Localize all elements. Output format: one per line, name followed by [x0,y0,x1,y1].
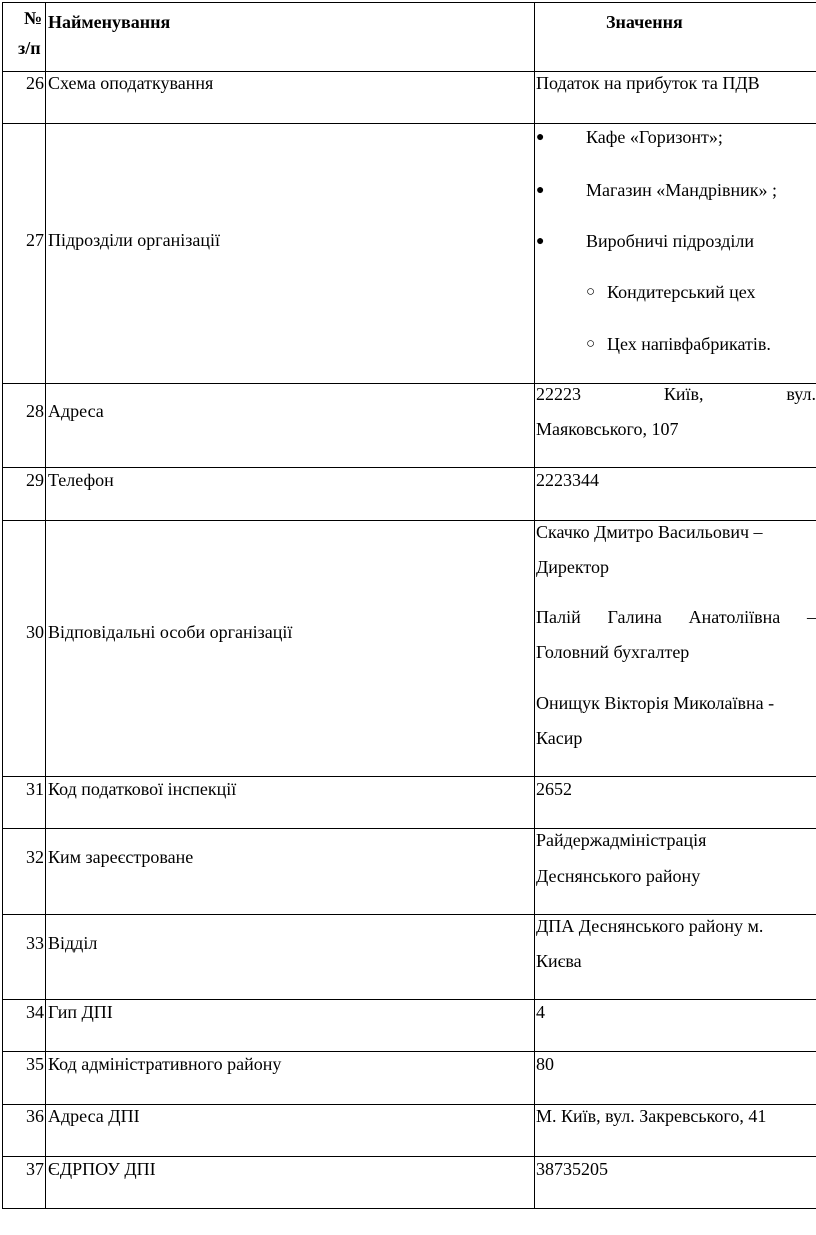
person-role: Головний бухгалтер [536,642,690,662]
person-role: Касир [536,728,583,748]
column-divider [45,2,46,1208]
row-name: Адреса [48,401,104,421]
row-value: 2223344 [536,470,599,490]
row-value-line2: Маяковського, 107 [536,419,679,439]
person-word: Анатоліївна [688,607,781,627]
address-word: Київ, [663,384,704,404]
column-divider [534,2,535,1208]
circle-bullet-icon: ○ [586,284,596,300]
row-number: 37 [26,1159,44,1179]
list-subitem: Кондитерський цех [607,282,756,302]
row-divider [2,776,816,777]
address-word: вул. [786,384,816,404]
row-divider [2,520,816,521]
list-item: Кафе «Горизонт»; [586,127,723,147]
row-name: Відповідальні особи організації [48,622,293,642]
row-divider [2,1051,816,1052]
row-name: Підрозділи організації [48,230,220,250]
row-name: Схема оподаткування [48,73,214,93]
row-divider [2,999,816,1000]
row-number: 26 [26,73,44,93]
bullet-icon: ● [536,234,545,249]
row-divider [2,1104,816,1105]
circle-bullet-icon: ○ [586,336,596,352]
row-number: 36 [26,1106,44,1126]
row-number: 30 [26,622,44,642]
header-num-abbr: з/п [18,38,41,58]
header-name: Найменування [48,12,171,32]
row-divider [2,1208,816,1209]
row-number: 31 [26,779,44,799]
person-role: Директор [536,557,610,577]
bullet-icon: ● [536,130,545,145]
row-number: 34 [26,1002,44,1022]
row-number: 33 [26,933,44,953]
row-divider [2,2,816,3]
list-item: Виробничі підрозділи [586,231,754,251]
row-divider [2,123,816,124]
row-divider [2,71,816,72]
person-word: Галина [607,607,662,627]
row-name: Відділ [48,933,98,953]
bullet-icon: ● [536,183,545,198]
row-value: М. Київ, вул. Закревського, 41 [536,1106,767,1126]
person-word: Палій [536,607,581,627]
row-divider [2,914,816,915]
row-value: 38735205 [536,1159,608,1179]
row-divider [2,828,816,829]
row-value: 4 [536,1002,545,1022]
row-value: 80 [536,1054,554,1074]
row-number: 29 [26,470,44,490]
person-line [536,607,816,628]
list-subitem: Цех напівфабрикатів. [607,334,771,354]
row-divider [2,1156,816,1157]
row-divider [2,467,816,468]
person-line: Онищук Вікторія Миколаївна - [536,693,775,713]
header-value: Значення [606,12,683,32]
row-number: 27 [26,230,44,250]
person-line: Скачко Дмитро Васильович – [536,522,763,542]
address-word: 22223 [536,384,581,404]
row-value: Податок на прибуток та ПДВ [536,73,760,93]
row-number: 35 [26,1054,44,1074]
row-name: Код податкової інспекції [48,779,237,799]
list-item: Магазин «Мандрівник» ; [586,180,778,200]
row-value: ДПА Деснянського району м. [536,916,764,936]
row-name: ЄДРПОУ ДПІ [48,1159,156,1179]
column-divider [2,2,3,1208]
row-number: 28 [26,401,44,421]
person-word: – [806,607,816,627]
row-name: Ким зареєстроване [48,847,194,867]
header-num-symbol: № [24,8,43,28]
row-name: Телефон [48,470,114,490]
row-number: 32 [26,847,44,867]
row-name: Код адміністративного району [48,1054,282,1074]
row-value-line2: Деснянського району [536,866,701,886]
row-name: Гип ДПІ [48,1002,113,1022]
row-value-line2: Києва [536,951,582,971]
row-name: Адреса ДПІ [48,1106,140,1126]
row-value: 2652 [536,779,572,799]
row-value: Райдержадміністрація [536,830,707,850]
row-value [536,384,816,405]
